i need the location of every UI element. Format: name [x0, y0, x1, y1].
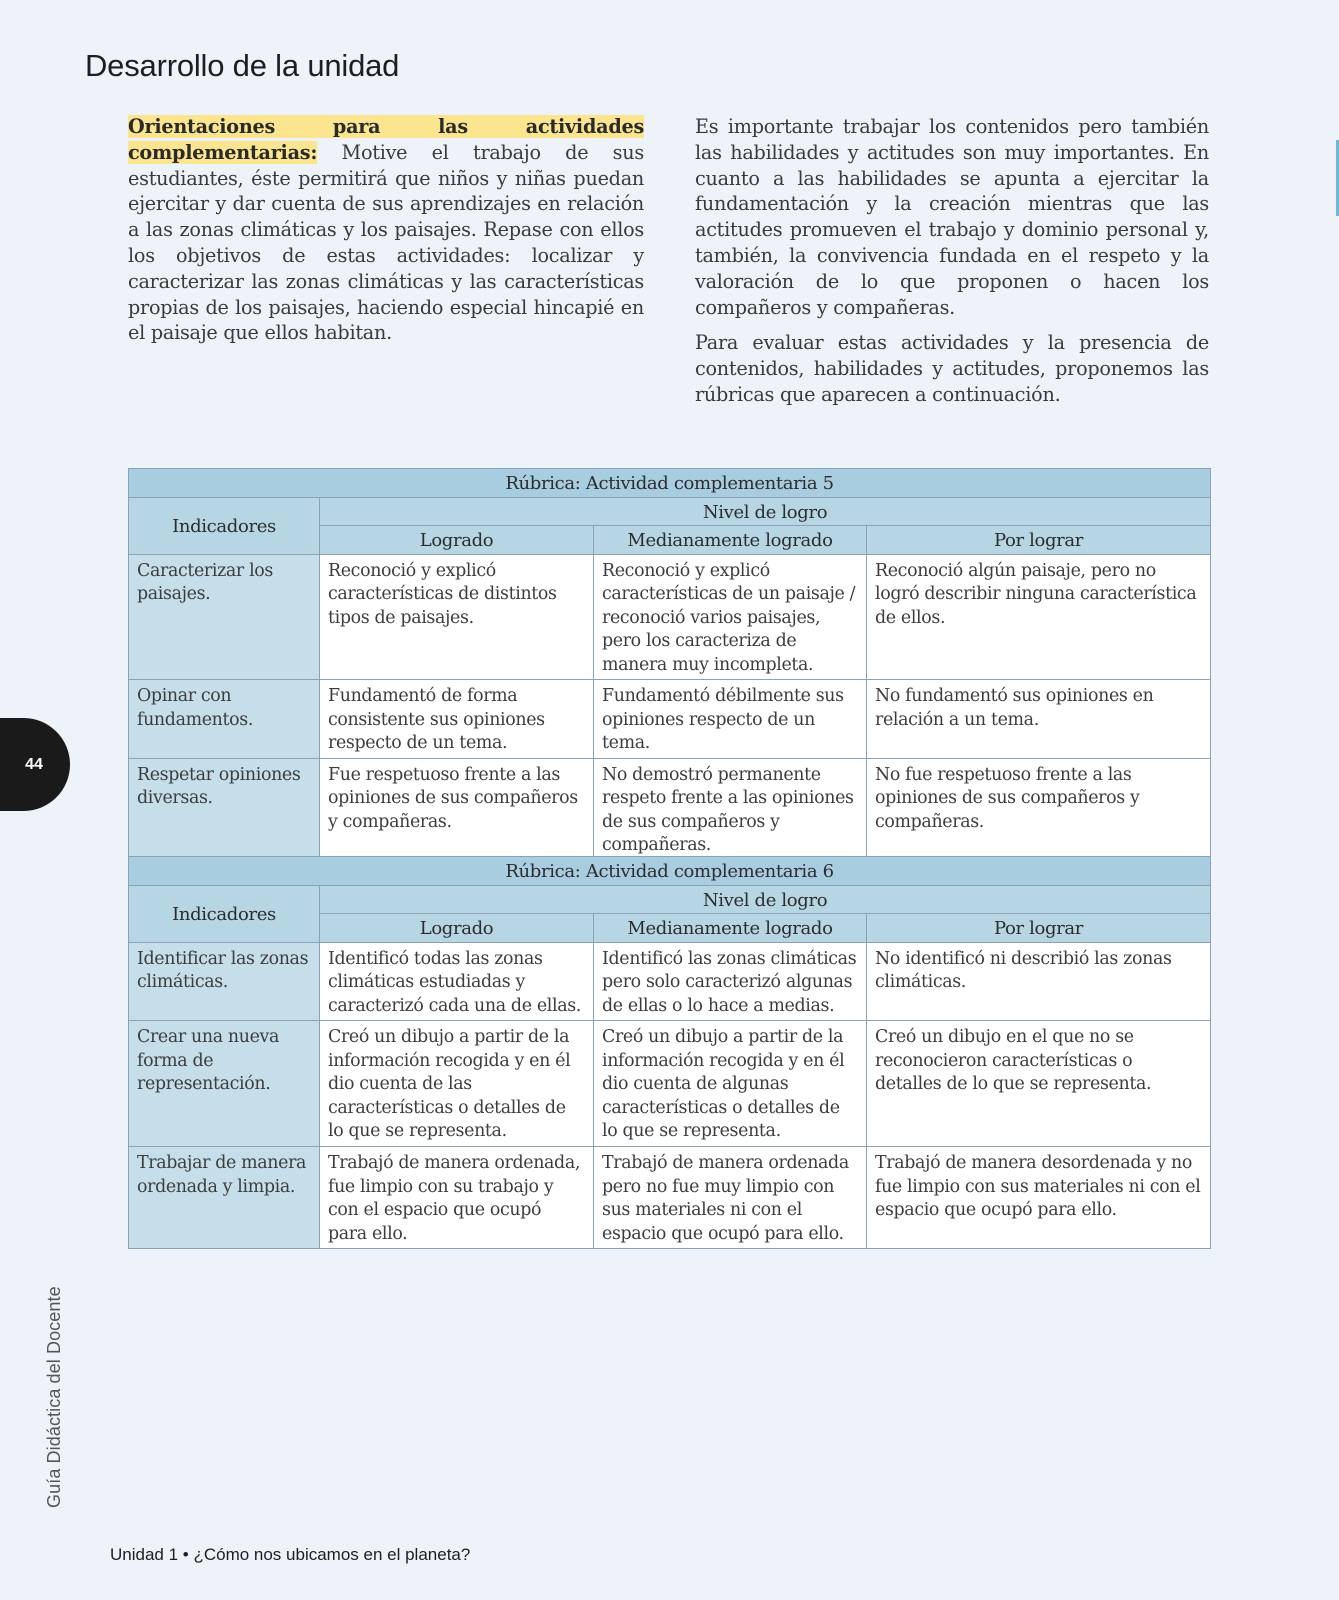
- achieved-cell: Identificó todas las zonas climáticas estudiadas y caracterizó cada una de ellas.: [320, 942, 594, 1021]
- side-label: Guía Didáctica del Docente: [44, 1286, 64, 1508]
- achieved-header: Logrado: [320, 526, 594, 555]
- medium-cell: Creó un dibujo a partir de la información recogida y en él dio cuenta de algunas características o detalles de lo que se representa.: [594, 1021, 867, 1147]
- activities-heading: Orientaciones para las actividades complementarias:: [128, 115, 644, 164]
- pending-cell: No fue respetuoso frente a las opiniones de sus compañeros y compañeras.: [867, 758, 1211, 860]
- pending-header: Por lograr: [867, 914, 1211, 943]
- indicator-cell: Opinar con fundamentos.: [129, 680, 320, 759]
- achieved-cell: Creó un dibujo a partir de la información recogida y en él dio cuenta de las características o detalles de lo que se representa.: [320, 1021, 594, 1147]
- achieved-cell: Fue respetuoso frente a las opiniones de sus compañeros y compañeras.: [320, 758, 594, 860]
- rubric-title: Rúbrica: Actividad complementaria 5: [129, 469, 1211, 498]
- table-row: [129, 680, 1211, 759]
- rubric-table-5: [128, 468, 1211, 861]
- table-row: [129, 942, 1211, 1021]
- indicators-header: Indicadores: [129, 497, 320, 554]
- pending-cell: No identificó ni describió las zonas climáticas.: [867, 942, 1211, 1021]
- right-column: [695, 114, 1209, 418]
- medium-cell: Reconoció y explicó características de un paisaje / reconoció varios paisajes, pero los caracteriza de manera muy incompleta.: [594, 554, 867, 680]
- indicator-cell: Caracterizar los paisajes.: [129, 554, 320, 680]
- indicator-cell: Trabajar de manera ordenada y limpia.: [129, 1147, 320, 1249]
- left-column-paragraph: [128, 114, 644, 346]
- indicator-cell: Identificar las zonas climáticas.: [129, 942, 320, 1021]
- table-row: [129, 758, 1211, 860]
- medium-header: Medianamente logrado: [594, 914, 867, 943]
- indicator-cell: Respetar opiniones diversas.: [129, 758, 320, 860]
- pending-header: Por lograr: [867, 526, 1211, 555]
- achieved-cell: Reconoció y explicó características de distintos tipos de paisajes.: [320, 554, 594, 680]
- pending-cell: Trabajó de manera desordenada y no fue limpio con sus materiales ni con el espacio que ocupó para ello.: [867, 1147, 1211, 1249]
- evaluation-paragraph: Para evaluar estas actividades y la presencia de contenidos, habilidades y actitudes, proponemos las rúbricas que aparecen a continuación.: [695, 331, 1209, 406]
- medium-cell: No demostró permanente respeto frente a las opiniones de sus compañeros y compañeras.: [594, 758, 867, 860]
- indicator-cell: Crear una nueva forma de representación.: [129, 1021, 320, 1147]
- indicators-header: Indicadores: [129, 885, 320, 942]
- achieved-header: Logrado: [320, 914, 594, 943]
- pending-cell: Creó un dibujo en el que no se reconocieron características o detalles de lo que se representa.: [867, 1021, 1211, 1147]
- activities-guidance-text: Motive el trabajo de sus estudiantes, éste permitirá que niños y niñas puedan ejercitar y dar cuenta de sus aprendizajes en relación a las zonas climáticas y los paisajes. Repase con ellos los objetivos de estas actividades: localizar y caracterizar las zonas climáticas y las características propias de los paisajes, haciendo especial hincapié en el paisaje que ellos habitan.: [128, 140, 644, 345]
- page-number-tab: [0, 718, 70, 811]
- level-header: Nivel de logro: [320, 885, 1211, 914]
- page-number: 44: [25, 755, 43, 773]
- medium-header: Medianamente logrado: [594, 526, 867, 555]
- table-row: [129, 1021, 1211, 1147]
- skills-paragraph: Es importante trabajar los contenidos pero también las habilidades y actitudes son muy importantes. En cuanto a las habilidades se apunta a ejercitar la fundamentación y la creación mientras que las actitudes promueven el trabajo y dominio personal y, también, la convivencia fundada en el respeto y la valoración de lo que proponen o hacen los compañeros y compañeras.: [695, 115, 1209, 319]
- page-title: Desarrollo de la unidad: [85, 48, 400, 83]
- table-row: [129, 554, 1211, 680]
- medium-cell: Trabajó de manera ordenada pero no fue muy limpio con sus materiales ni con el espacio que ocupó para ello.: [594, 1147, 867, 1249]
- medium-cell: Identificó las zonas climáticas pero solo caracterizó algunas de ellas o lo hace a medias.: [594, 942, 867, 1021]
- pending-cell: No fundamentó sus opiniones en relación a un tema.: [867, 680, 1211, 759]
- table-row: [129, 1147, 1211, 1249]
- rubric-title: Rúbrica: Actividad complementaria 6: [129, 857, 1211, 886]
- medium-cell: Fundamentó débilmente sus opiniones respecto de un tema.: [594, 680, 867, 759]
- level-header: Nivel de logro: [320, 497, 1211, 526]
- rubric-table-6: [128, 856, 1211, 1249]
- footer: Unidad 1 • ¿Cómo nos ubicamos en el planeta?: [110, 1545, 471, 1564]
- achieved-cell: Fundamentó de forma consistente sus opiniones respecto de un tema.: [320, 680, 594, 759]
- pending-cell: Reconoció algún paisaje, pero no logró describir ninguna característica de ellos.: [867, 554, 1211, 680]
- left-column: [128, 114, 644, 356]
- achieved-cell: Trabajó de manera ordenada, fue limpio con su trabajo y con el espacio que ocupó para ello.: [320, 1147, 594, 1249]
